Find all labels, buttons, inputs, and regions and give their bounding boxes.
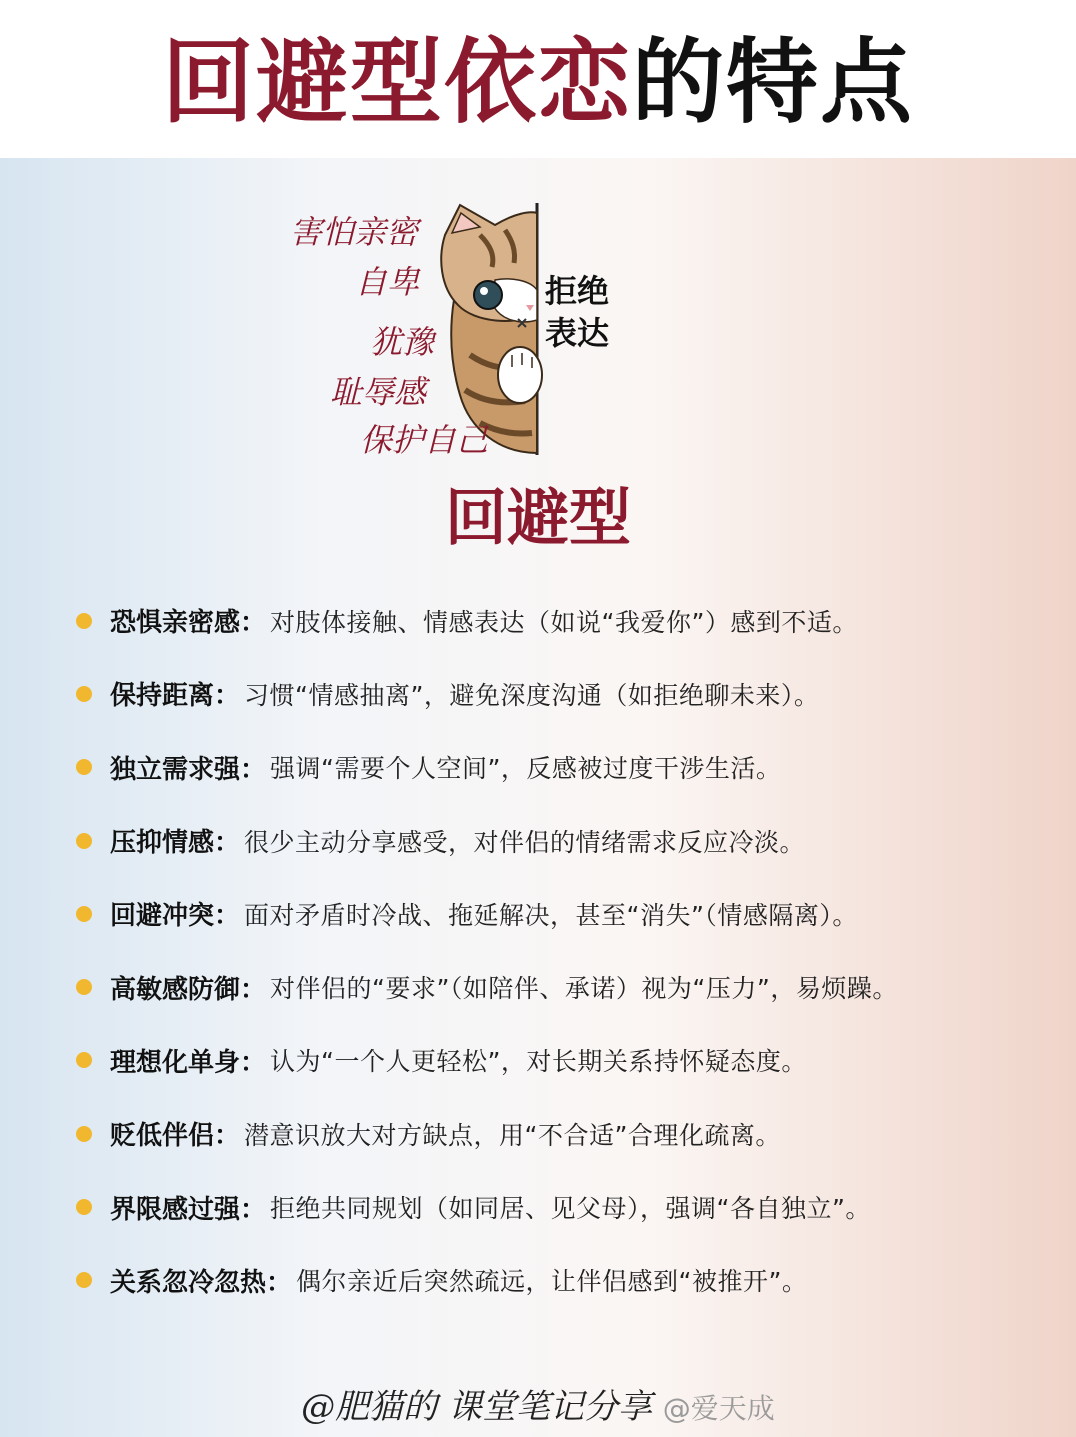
side-label-line1: 拒绝 [545,272,610,310]
item-term: 关系忽冷忽热 [110,1267,267,1298]
item-term: 界限感过强 [110,1194,241,1225]
list-item [70,1024,1060,1097]
item-desc: 强调“需要个人空间”，反感被过度干涉生活。 [270,754,782,784]
bullet-dot-icon [76,759,92,775]
item-desc: 面对矛盾时冷战、拖延解决，甚至“消失”（情感隔离）。 [244,900,858,930]
item-term: 回避冲突 [110,901,215,932]
list-item [70,804,1060,877]
item-colon: ： [266,1267,293,1298]
item-colon: ： [240,754,267,785]
item-term: 压抑情感 [110,828,215,859]
bullet-dot-icon [76,1272,92,1288]
list-item [70,584,1060,657]
section-subtitle: 回避型 [444,481,631,554]
list-item [70,1244,1060,1317]
bullet-dot-icon [76,979,92,995]
item-colon: ： [240,1194,267,1225]
list-item [70,731,1060,804]
item-desc: 对伴侣的“要求”（如陪伴、承诺）视为“压力”，易烦躁。 [270,974,898,1004]
title-black-part: 的特点 [632,29,915,136]
list-item [70,1170,1060,1243]
item-term: 高敏感防御 [110,974,241,1005]
bullet-dot-icon [76,906,92,922]
signature-text: @肥猫的 课堂笔记分享 [301,1387,652,1427]
list-item [70,877,1060,950]
watermark-text: @爱天成 [662,1392,775,1425]
list-item [70,657,1060,730]
item-term: 保持距离 [110,681,215,712]
item-desc: 拒绝共同规划（如同居、见父母），强调“各自独立”。 [270,1194,871,1224]
item-colon: ： [214,901,241,932]
trait-list [70,584,1060,1317]
item-desc: 认为“一个人更轻松”，对长期关系持怀疑态度。 [270,1047,807,1077]
item-desc: 偶尔亲近后突然疏远，让伴侣感到“被推开”。 [296,1267,808,1297]
handwritten-word-2: 自卑 [355,263,420,301]
bullet-dot-icon [76,1052,92,1068]
bullet-dot-icon [76,613,92,629]
handwritten-word-4: 耻辱感 [330,373,427,411]
item-term: 贬低伴侣 [110,1121,215,1152]
item-term: 恐惧亲密感 [110,608,241,639]
bullet-dot-icon [76,686,92,702]
item-colon: ： [214,681,241,712]
bullet-dot-icon [76,1199,92,1215]
handwritten-word-5: 保护自己 [360,421,489,459]
side-label [545,270,625,354]
item-desc: 很少主动分享感受，对伴侣的情绪需求反应冷淡。 [244,827,806,857]
title-red-part: 回避型依恋 [161,29,632,136]
list-item [70,950,1060,1023]
item-colon: ： [214,1121,241,1152]
side-label-line2: 表达 [545,314,610,352]
item-desc: 习惯“情感抽离”，避免深度沟通（如拒绝聊未来）。 [244,680,820,710]
item-desc: 潜意识放大对方缺点，用“不合适”合理化疏离。 [244,1120,781,1150]
item-desc: 对肢体接触、情感表达（如说“我爱你”）感到不适。 [270,607,858,637]
list-item [70,1097,1060,1170]
header [0,0,1076,158]
item-colon: ： [240,608,267,639]
page-title [0,28,1076,138]
footer-signature [0,1382,1076,1434]
item-term: 独立需求强 [110,754,241,785]
handwritten-word-3: 犹豫 [370,323,435,361]
handwritten-word-1: 害怕亲密 [290,213,419,251]
item-colon: ： [240,1047,267,1078]
item-colon: ： [214,828,241,859]
item-term: 理想化单身 [110,1047,241,1078]
bullet-dot-icon [76,1126,92,1142]
bullet-dot-icon [76,833,92,849]
item-colon: ： [240,974,267,1005]
